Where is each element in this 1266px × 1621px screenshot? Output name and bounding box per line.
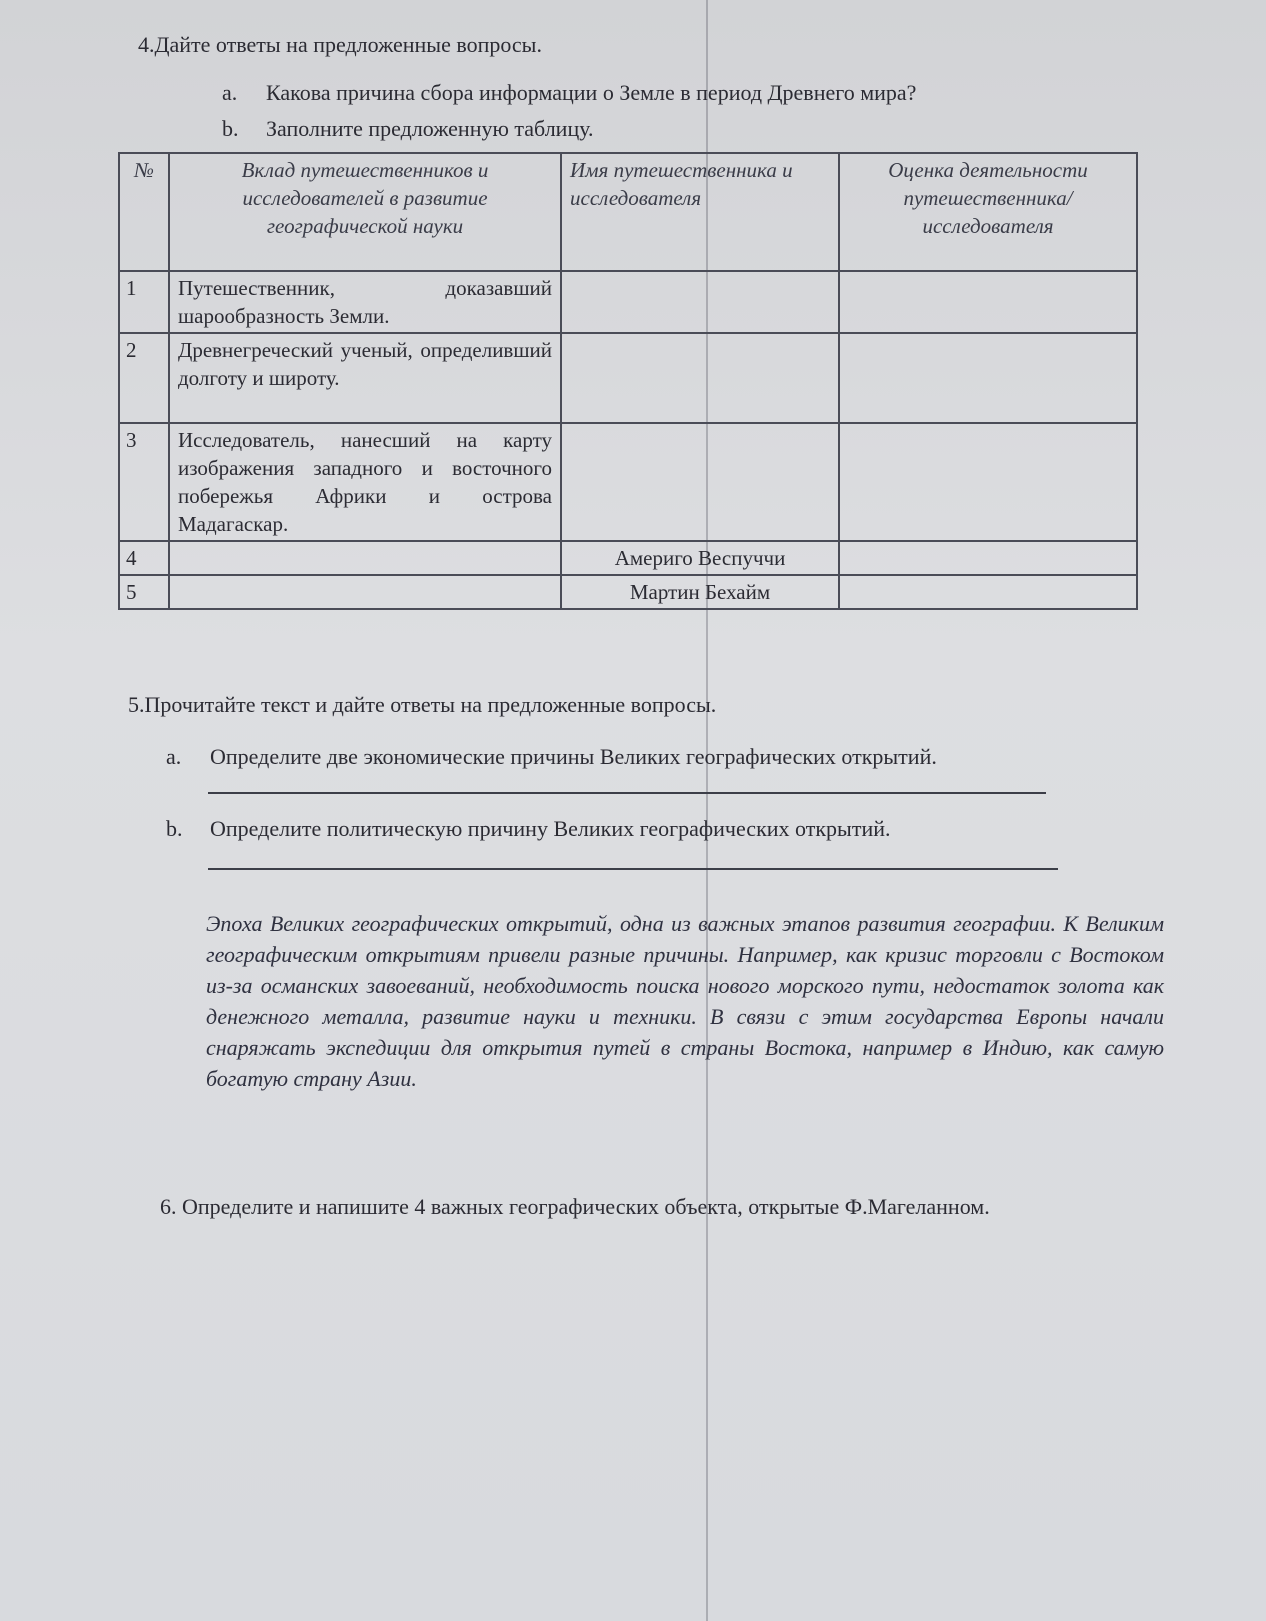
row-contribution: Исследователь, нанесший на карту изображения западного и восточного побережья Африки и острова Мадагаскар. <box>169 423 561 541</box>
row-name: Мартин Бехайм <box>561 575 839 609</box>
header-num: № <box>119 153 169 271</box>
task4-b-marker: b. <box>222 116 239 141</box>
table-row <box>119 541 1137 575</box>
row-evaluation-cell[interactable] <box>839 333 1137 423</box>
row-contribution: Древнегреческий ученый, определивший долготу и широту. <box>169 333 561 423</box>
table-row <box>119 575 1137 609</box>
task5-a-answer-line[interactable] <box>208 792 1046 794</box>
task5-a-text: Определите две экономические причины Великих географических открытий. <box>210 744 937 769</box>
task5-passage: Эпоха Великих географических открытий, одна из важных этапов развития географии. К Великим географическим открытиям привели разные причины. Например, как кризис торговли с Востоком из-за османских завоеваний, необходимость поиска нового морского пути, недостаток золота как денежного металла, развитие науки и техники. В связи с этим государства Европы начали снаряжать экспедиции для открытия путей в страны Востока, например в Индию, как самую богатую страну Азии. <box>206 911 1164 1091</box>
row-num: 1 <box>119 271 169 333</box>
header-name: Имя путешественника и исследователя <box>561 153 839 271</box>
table-header-row <box>119 153 1137 271</box>
row-num: 2 <box>119 333 169 423</box>
header-evaluation: Оценка деятельности путешественника/ исследователя <box>839 153 1137 271</box>
task4-question-b <box>222 116 594 142</box>
task4-heading: 4.Дайте ответы на предложенные вопросы. <box>138 32 542 57</box>
row-contribution: Путешественник, доказавший шарообразность Земли. <box>169 271 561 333</box>
header-contribution: Вклад путешественников и исследователей в развитие географической науки <box>169 153 561 271</box>
explorers-table <box>118 152 1138 610</box>
table-row <box>119 271 1137 333</box>
table-row <box>119 423 1137 541</box>
task5-b-answer-line[interactable] <box>208 868 1058 870</box>
row-name-cell[interactable] <box>561 423 839 541</box>
row-evaluation-cell[interactable] <box>839 271 1137 333</box>
row-contribution-cell[interactable] <box>169 541 561 575</box>
task5-question-b <box>166 816 891 842</box>
row-evaluation-cell[interactable] <box>839 575 1137 609</box>
row-num: 4 <box>119 541 169 575</box>
row-evaluation-cell[interactable] <box>839 423 1137 541</box>
row-evaluation-cell[interactable] <box>839 541 1137 575</box>
task4-a-text: Какова причина сбора информации о Земле в период Древнего мира? <box>266 80 917 105</box>
task5-question-a <box>166 744 937 770</box>
row-contribution-cell[interactable] <box>169 575 561 609</box>
task4-a-marker: a. <box>222 80 238 105</box>
task5-b-text: Определите политическую причину Великих географических открытий. <box>210 816 891 841</box>
task5-a-marker: a. <box>166 744 182 769</box>
task5-b-marker: b. <box>166 816 183 841</box>
task5-heading: 5.Прочитайте текст и дайте ответы на предложенные вопросы. <box>128 692 717 717</box>
task4-question-a <box>222 80 916 106</box>
row-num: 3 <box>119 423 169 541</box>
task6-question: 6. Определите и напишите 4 важных географических объекта, открытые Ф.Магеланном. <box>160 1194 990 1219</box>
table-row <box>119 333 1137 423</box>
explorers-table-wrap <box>118 152 1136 610</box>
task4-b-text: Заполните предложенную таблицу. <box>266 116 594 141</box>
row-num: 5 <box>119 575 169 609</box>
row-name-cell[interactable] <box>561 333 839 423</box>
row-name: Америго Веспуччи <box>561 541 839 575</box>
row-name-cell[interactable] <box>561 271 839 333</box>
